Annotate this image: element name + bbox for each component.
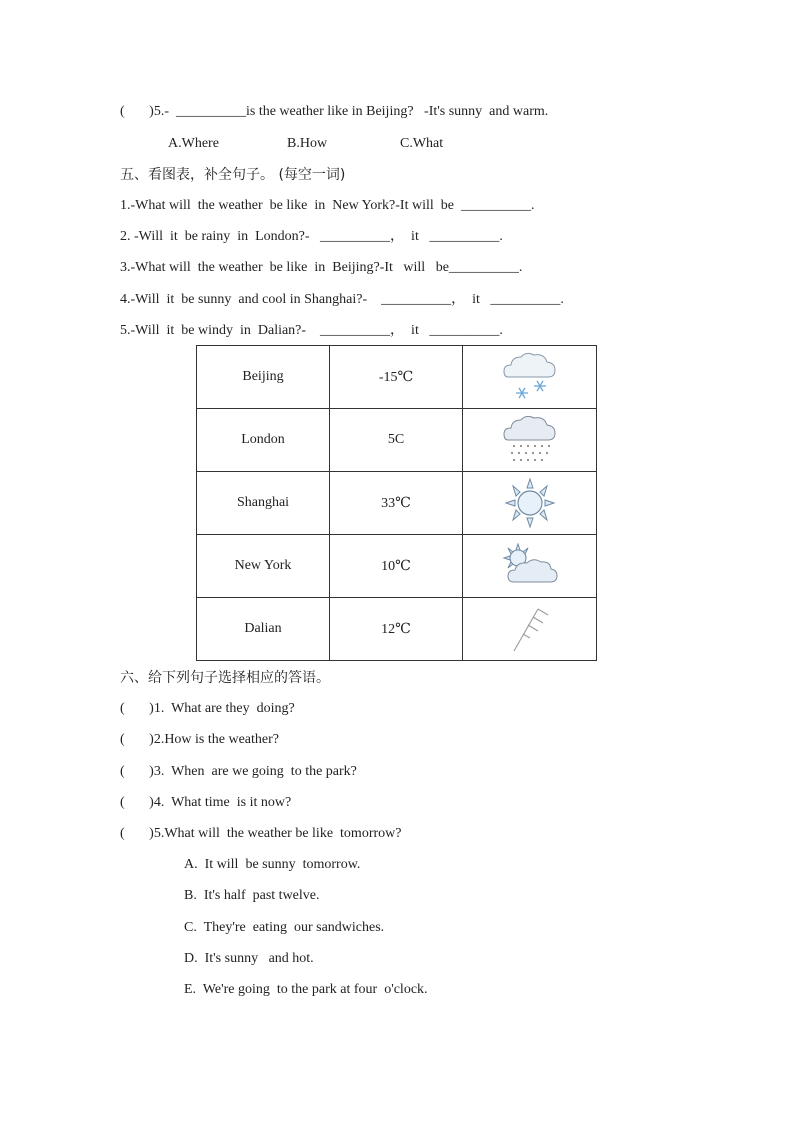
table-row <box>197 598 597 661</box>
option-a: A.Where <box>168 136 219 151</box>
city-cell: Dalian <box>197 598 330 661</box>
section-5-item-2: 2. -Will it be rainy in London?- __________， it __________. <box>120 229 503 244</box>
wind-icon <box>500 601 560 657</box>
temp-cell: 33℃ <box>330 472 463 535</box>
snow-icon <box>500 349 560 405</box>
table-row <box>197 346 597 409</box>
section-5-item-5: 5.-Will it be windy in Dalian?- __________， it __________. <box>120 323 503 338</box>
answer-e: E. We're going to the park at four o'clock. <box>184 982 428 997</box>
partly-cloudy-icon <box>500 538 560 594</box>
answer-a: A. It will be sunny tomorrow. <box>184 857 361 872</box>
temp-cell: 5C <box>330 409 463 472</box>
section-5-item-3: 3.-What will the weather be like in Beijing?-It will be__________. <box>120 260 523 275</box>
option-c: C.What <box>400 136 444 151</box>
city-cell: Beijing <box>197 346 330 409</box>
section-6-question-2: ( )2.How is the weather? <box>120 732 280 747</box>
answer-c: C. They're eating our sandwiches. <box>184 920 385 935</box>
rain-icon <box>500 412 560 468</box>
section-6-question-4: ( )4. What time is it now? <box>120 795 292 810</box>
temp-cell: 10℃ <box>330 535 463 598</box>
table-row <box>197 535 597 598</box>
answer-d: D. It's sunny and hot. <box>184 951 314 966</box>
city-cell: Shanghai <box>197 472 330 535</box>
question-5-prev: ( )5.- __________is the weather like in Beijing? -It's sunny and warm. <box>120 104 549 119</box>
section-6-question-5: ( )5.What will the weather be like tomorrow? <box>120 826 402 841</box>
section-6-question-3: ( )3. When are we going to the park? <box>120 764 357 779</box>
weather-table <box>196 345 597 661</box>
table-row <box>197 409 597 472</box>
section-6-heading: 六、给下列句子选择相应的答语。 <box>120 670 330 686</box>
answer-b: B. It's half past twelve. <box>184 888 320 903</box>
table-row <box>197 472 597 535</box>
section-6-question-1: ( )1. What are they doing? <box>120 701 295 716</box>
temp-cell: -15℃ <box>330 346 463 409</box>
city-cell: New York <box>197 535 330 598</box>
section-5-heading: 五、看图表，补全句子。 (每空一词) <box>120 167 346 183</box>
temp-cell: 12℃ <box>330 598 463 661</box>
city-cell: London <box>197 409 330 472</box>
section-5-item-4: 4.-Will it be sunny and cool in Shanghai?- __________， it __________. <box>120 292 564 307</box>
option-b: B.How <box>287 136 328 151</box>
section-5-item-1: 1.-What will the weather be like in New York?-It will be __________. <box>120 198 535 213</box>
sun-icon <box>500 475 560 531</box>
